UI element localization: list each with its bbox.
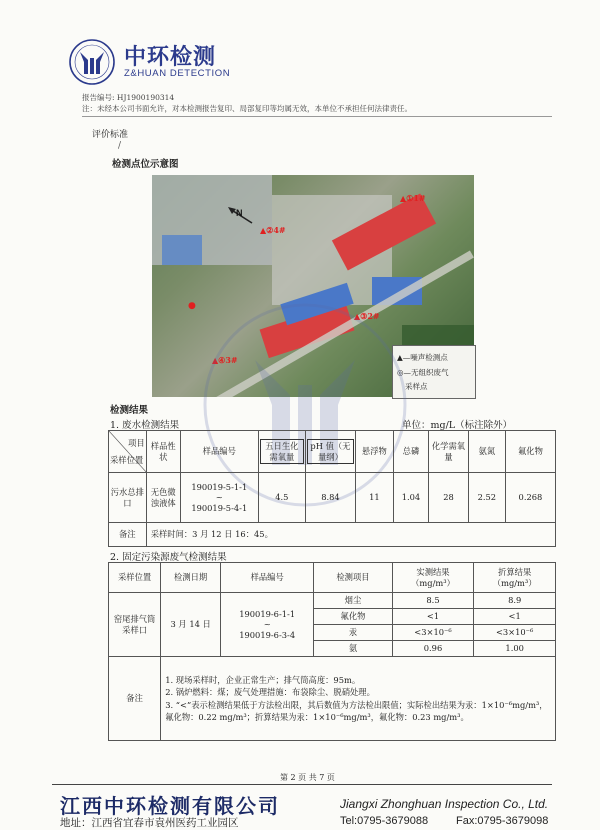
- remark-item-1: 1. 现场采样时，企业正常生产；排气筒高度：95m。: [165, 674, 361, 685]
- table-header-row: [109, 563, 556, 593]
- cell-item: 氟化物: [314, 609, 392, 625]
- cell-nh3: 2.52: [468, 473, 505, 523]
- converted-label: 折算结果: [498, 567, 532, 578]
- cell-bod: 4.5: [258, 473, 305, 523]
- cell-converted: <3×10⁻⁶: [474, 625, 556, 641]
- cell-cod: 28: [429, 473, 469, 523]
- noise-point-3: ▲④3#: [212, 355, 238, 365]
- north-label: N: [236, 208, 243, 218]
- cell-sample-no: [180, 473, 258, 523]
- cell-converted: <1: [474, 609, 556, 625]
- page-number: 第 2 页 共 7 页: [280, 773, 335, 782]
- header-item-location: [109, 431, 147, 473]
- map-building-blue-1: [162, 235, 202, 265]
- cell-measured: <1: [392, 609, 474, 625]
- results-title: 检测结果: [110, 405, 149, 416]
- company-fax: Fax:0795-3679098: [456, 815, 549, 827]
- cell-measured: 0.96: [392, 641, 474, 657]
- cell-measured: <3×10⁻⁶: [392, 625, 474, 641]
- legend-noise: ▲—噪声检测点: [397, 353, 448, 362]
- sample-to: 190019-5-4-1: [191, 502, 248, 513]
- legend-gas-line1: ◎—无组织废气: [397, 368, 449, 377]
- header-location: 采样位置: [110, 454, 144, 465]
- sample-to: 190019-6-3-4: [239, 629, 296, 640]
- location-pin-icon: ●: [188, 301, 196, 311]
- header-item: 检测项目: [314, 563, 392, 593]
- evaluation-standard-label: 评价标准: [92, 130, 129, 140]
- remark-row: [109, 523, 556, 547]
- sample-sep: ~: [263, 619, 271, 630]
- cell-nature: 无色微浊液体: [146, 473, 180, 523]
- header-nh3: 氨氮: [468, 431, 505, 473]
- company-name-cn: 江西中环检测有限公司: [60, 794, 280, 818]
- remark-value: 采样时间：3 月 12 日 16：45。: [146, 523, 555, 547]
- company-address: 地址：江西省宜春市袁州医药工业园区: [60, 817, 239, 829]
- map-legend: [392, 345, 476, 399]
- wastewater-table: [108, 430, 556, 547]
- wastewater-title: 1. 废水检测结果: [110, 420, 180, 431]
- cell-converted: 1.00: [474, 641, 556, 657]
- footer-divider: [52, 784, 552, 785]
- cell-item: 汞: [314, 625, 392, 641]
- header-location: 采样位置: [109, 563, 161, 593]
- header-cod: 化学需氧量: [429, 431, 469, 473]
- brand-name: 中环检测: [124, 45, 217, 70]
- cell-converted: 8.9: [474, 593, 556, 609]
- header-sample-no: 样品编号: [180, 431, 258, 473]
- cell-location: 窑尾排气筒采样口: [109, 593, 161, 657]
- cell-sample-no: [221, 593, 314, 657]
- point-label-4: ②4#: [266, 225, 286, 235]
- cell-date: 3 月 14 日: [161, 593, 221, 657]
- noise-point-1: ▲①1#: [400, 193, 426, 203]
- header-nature: 样品性状: [146, 431, 180, 473]
- remark-row: [109, 657, 556, 741]
- remark-item-3: 3. “<”表示检测结果低于方法检出限，其后数值为方法检出限值；实际检出结果为汞：1×10⁻⁶mg/m³，氟化物：0.22 mg/m³；折算结果为汞：1×10⁻⁶mg/m³，氟化物：0.23 mg/m³。: [165, 699, 548, 722]
- header-converted: [474, 563, 556, 593]
- header-fluoride: 氟化物: [505, 431, 555, 473]
- ph-label: pH 值（无量纲）: [307, 439, 354, 464]
- sample-from: 190019-6-1-1: [239, 608, 296, 619]
- cell-location: 污水总排口: [109, 473, 147, 523]
- header-sample-no: 样品编号: [221, 563, 314, 593]
- table-header-row: [109, 431, 556, 473]
- header-ss: 悬浮物: [355, 431, 393, 473]
- point-label-3: ④3#: [218, 355, 238, 365]
- header-divider: [82, 116, 552, 117]
- noise-point-2: ▲③2#: [354, 311, 380, 321]
- table-row: [109, 473, 556, 523]
- table-row: [109, 593, 556, 609]
- legend-gas-line2: 采样点: [405, 382, 428, 391]
- cell-ss: 11: [355, 473, 393, 523]
- sample-sep: ~: [215, 492, 223, 503]
- cell-fluoride: 0.268: [505, 473, 555, 523]
- remark-list: [161, 657, 556, 741]
- wastewater-unit: 单位：mg/L（标注除外）: [402, 420, 513, 431]
- company-tel: Tel:0795-3679088: [340, 815, 429, 827]
- remark-label: 备注: [109, 523, 147, 547]
- header-bod: [258, 431, 305, 473]
- flue-gas-table: [108, 562, 556, 741]
- cell-item: 烟尘: [314, 593, 392, 609]
- remark-label: 备注: [109, 657, 161, 741]
- bod-label: 五日生化需氧量: [260, 439, 304, 464]
- noise-point-4: ▲②4#: [260, 225, 286, 235]
- sample-from: 190019-5-1-1: [191, 481, 248, 492]
- point-label-1: ①1#: [406, 193, 426, 203]
- header-date: 检测日期: [161, 563, 221, 593]
- point-label-2: ③2#: [360, 311, 380, 321]
- report-number: 报告编号: HJ1900190314: [82, 93, 175, 102]
- header-measured: [392, 563, 474, 593]
- header-ph: [305, 431, 355, 473]
- evaluation-standard-value: /: [118, 141, 122, 151]
- company-logo-icon: [68, 38, 116, 86]
- cell-item: 氨: [314, 641, 392, 657]
- flue-gas-title: 2. 固定污染源废气检测结果: [110, 552, 227, 563]
- header-tp: 总磷: [393, 431, 428, 473]
- company-name-en: Jiangxi Zhonghuan Inspection Co., Ltd.: [340, 797, 549, 811]
- cell-tp: 1.04: [393, 473, 428, 523]
- remark-item-2: 2. 锅炉燃料：煤；废气处理措施：布袋除尘、脱硝处理。: [165, 687, 375, 698]
- converted-unit: （mg/m³）: [492, 577, 537, 588]
- brand-english-name: Z&HUAN DETECTION: [124, 68, 231, 79]
- cell-measured: 8.5: [392, 593, 474, 609]
- header-item: 项目: [128, 438, 145, 449]
- map-title: 检测点位示意图: [112, 159, 179, 170]
- measured-label: 实测结果: [416, 567, 450, 578]
- measured-unit: （mg/m³）: [411, 577, 455, 588]
- cell-ph: 8.84: [305, 473, 355, 523]
- copyright-notice: 注：未经本公司书面允许，对本检测报告复印、局部复印等均属无效，本单位不承担任何法律责任。: [82, 104, 412, 113]
